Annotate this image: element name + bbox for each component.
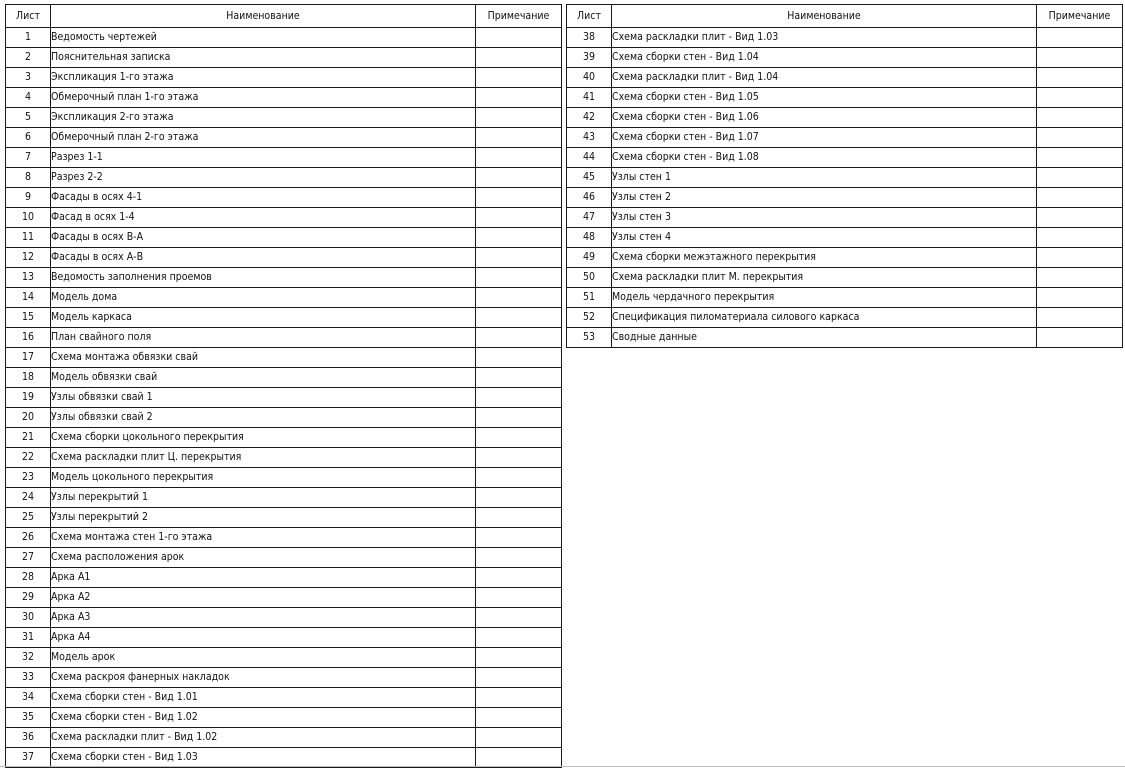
- header-name: Наименование: [612, 5, 1037, 28]
- sheet-note-cell: [1037, 268, 1123, 288]
- table-row: [6, 488, 562, 508]
- sheet-note-cell: [1037, 148, 1123, 168]
- sheet-name-cell: Обмерочный план 2-го этажа: [51, 128, 476, 148]
- table-row: [567, 88, 1123, 108]
- sheet-name-cell: Схема монтажа обвязки свай: [51, 348, 476, 368]
- sheet-note-cell: [476, 48, 562, 68]
- sheet-note-cell: [476, 248, 562, 268]
- sheet-name-cell: Модель цокольного перекрытия: [51, 468, 476, 488]
- sheet-number-cell: 18: [6, 368, 51, 388]
- sheet-number-cell: 25: [6, 508, 51, 528]
- sheet-note-cell: [476, 568, 562, 588]
- table-row: [6, 568, 562, 588]
- table-row: [567, 168, 1123, 188]
- sheet-number-cell: 40: [567, 68, 612, 88]
- table-row: [567, 48, 1123, 68]
- table-row: [567, 188, 1123, 208]
- table-row: [6, 288, 562, 308]
- table-row: [567, 108, 1123, 128]
- sheet-note-cell: [476, 628, 562, 648]
- header-sheet: Лист: [567, 5, 612, 28]
- sheet-name-cell: Обмерочный план 1-го этажа: [51, 88, 476, 108]
- sheet-note-cell: [476, 328, 562, 348]
- table-body-left: [6, 28, 562, 768]
- table-row: [6, 68, 562, 88]
- sheet-note-cell: [476, 608, 562, 628]
- sheet-name-cell: Схема монтажа стен 1-го этажа: [51, 528, 476, 548]
- sheet-name-cell: Модель обвязки свай: [51, 368, 476, 388]
- sheet-note-cell: [476, 368, 562, 388]
- sheet-number-cell: 48: [567, 228, 612, 248]
- sheet-name-cell: Фасад в осях 1-4: [51, 208, 476, 228]
- sheet-note-cell: [1037, 88, 1123, 108]
- table-row: [6, 408, 562, 428]
- table-row: [567, 68, 1123, 88]
- sheet-note-cell: [476, 688, 562, 708]
- sheet-note-cell: [476, 388, 562, 408]
- sheet-number-cell: 7: [6, 148, 51, 168]
- sheet-number-cell: 47: [567, 208, 612, 228]
- sheet-name-cell: Арка А3: [51, 608, 476, 628]
- table-row: [567, 308, 1123, 328]
- sheet-name-cell: Схема сборки стен - Вид 1.03: [51, 748, 476, 768]
- drawing-list-table-right: [566, 4, 1123, 348]
- table-row: [567, 208, 1123, 228]
- table-row: [6, 28, 562, 48]
- sheet-note-cell: [476, 188, 562, 208]
- table-row: [6, 268, 562, 288]
- sheet-note-cell: [476, 668, 562, 688]
- sheet-note-cell: [476, 468, 562, 488]
- sheet-note-cell: [1037, 68, 1123, 88]
- sheet-name-cell: Схема раскладки плит - Вид 1.04: [612, 68, 1037, 88]
- table-row: [6, 228, 562, 248]
- sheet-number-cell: 28: [6, 568, 51, 588]
- sheet-note-cell: [476, 308, 562, 328]
- table-body-right: [567, 28, 1123, 348]
- sheet-name-cell: Узлы перекрытий 2: [51, 508, 476, 528]
- sheet-number-cell: 33: [6, 668, 51, 688]
- sheet-name-cell: Схема сборки стен - Вид 1.07: [612, 128, 1037, 148]
- table-row: [6, 108, 562, 128]
- sheet-name-cell: Узлы стен 3: [612, 208, 1037, 228]
- sheet-note-cell: [476, 108, 562, 128]
- sheet-number-cell: 45: [567, 168, 612, 188]
- sheet-number-cell: 12: [6, 248, 51, 268]
- sheet-name-cell: Схема раскладки плит - Вид 1.03: [612, 28, 1037, 48]
- sheet-number-cell: 21: [6, 428, 51, 448]
- sheet-note-cell: [476, 748, 562, 768]
- sheet-note-cell: [476, 708, 562, 728]
- sheet-number-cell: 50: [567, 268, 612, 288]
- sheet-number-cell: 41: [567, 88, 612, 108]
- sheet-name-cell: Схема раскладки плит М. перекрытия: [612, 268, 1037, 288]
- sheet-note-cell: [476, 408, 562, 428]
- sheet-number-cell: 30: [6, 608, 51, 628]
- sheet-number-cell: 27: [6, 548, 51, 568]
- sheet-number-cell: 53: [567, 328, 612, 348]
- sheet-note-cell: [1037, 328, 1123, 348]
- table-row: [6, 748, 562, 768]
- sheet-note-cell: [1037, 288, 1123, 308]
- sheet-note-cell: [476, 648, 562, 668]
- table-row: [6, 368, 562, 388]
- sheet-number-cell: 16: [6, 328, 51, 348]
- sheet-number-cell: 52: [567, 308, 612, 328]
- sheet-number-cell: 20: [6, 408, 51, 428]
- table-row: [6, 48, 562, 68]
- header-note: Примечание: [1037, 5, 1123, 28]
- table-row: [6, 328, 562, 348]
- sheet-note-cell: [476, 508, 562, 528]
- sheet-name-cell: Схема сборки стен - Вид 1.02: [51, 708, 476, 728]
- sheet-name-cell: Схема сборки стен - Вид 1.05: [612, 88, 1037, 108]
- table-row: [6, 608, 562, 628]
- table-row: [6, 308, 562, 328]
- sheet-note-cell: [1037, 188, 1123, 208]
- sheet-number-cell: 1: [6, 28, 51, 48]
- sheet-name-cell: Ведомость чертежей: [51, 28, 476, 48]
- table-row: [6, 128, 562, 148]
- sheet-note-cell: [476, 228, 562, 248]
- table-row: [6, 88, 562, 108]
- sheet-name-cell: Схема сборки стен - Вид 1.08: [612, 148, 1037, 168]
- table-row: [6, 468, 562, 488]
- table-row: [567, 128, 1123, 148]
- header-name: Наименование: [51, 5, 476, 28]
- sheet-note-cell: [476, 488, 562, 508]
- sheet-number-cell: 43: [567, 128, 612, 148]
- table-row: [6, 548, 562, 568]
- table-row: [6, 728, 562, 748]
- table-row: [6, 188, 562, 208]
- sheet-note-cell: [476, 28, 562, 48]
- sheet-number-cell: 46: [567, 188, 612, 208]
- sheet-name-cell: Схема раскладки плит Ц. перекрытия: [51, 448, 476, 468]
- sheet-note-cell: [476, 128, 562, 148]
- sheet-number-cell: 9: [6, 188, 51, 208]
- sheet-name-cell: Схема раскладки плит - Вид 1.02: [51, 728, 476, 748]
- sheet-note-cell: [476, 348, 562, 368]
- sheet-note-cell: [1037, 128, 1123, 148]
- sheet-name-cell: Модель арок: [51, 648, 476, 668]
- sheet-number-cell: 31: [6, 628, 51, 648]
- sheet-name-cell: Пояснительная записка: [51, 48, 476, 68]
- table-row: [567, 228, 1123, 248]
- sheet-name-cell: Узлы стен 2: [612, 188, 1037, 208]
- table-row: [6, 248, 562, 268]
- table-row: [6, 348, 562, 368]
- sheet-name-cell: Схема расположения арок: [51, 548, 476, 568]
- sheet-number-cell: 14: [6, 288, 51, 308]
- sheet-number-cell: 8: [6, 168, 51, 188]
- table-header-row: [567, 5, 1123, 28]
- sheet-number-cell: 17: [6, 348, 51, 368]
- sheet-note-cell: [476, 728, 562, 748]
- table-row: [6, 708, 562, 728]
- sheet-note-cell: [476, 528, 562, 548]
- sheet-number-cell: 15: [6, 308, 51, 328]
- sheet-number-cell: 36: [6, 728, 51, 748]
- table-row: [6, 208, 562, 228]
- sheet-number-cell: 6: [6, 128, 51, 148]
- sheet-number-cell: 32: [6, 648, 51, 668]
- sheet-note-cell: [1037, 248, 1123, 268]
- sheet-number-cell: 19: [6, 388, 51, 408]
- table-row: [6, 508, 562, 528]
- table-row: [6, 668, 562, 688]
- sheet-name-cell: Спецификация пиломатериала силового каркаса: [612, 308, 1037, 328]
- sheet-number-cell: 51: [567, 288, 612, 308]
- sheet-number-cell: 42: [567, 108, 612, 128]
- sheet-name-cell: Узлы обвязки свай 2: [51, 408, 476, 428]
- table-row: [567, 28, 1123, 48]
- sheet-name-cell: Разрез 1-1: [51, 148, 476, 168]
- sheet-note-cell: [1037, 168, 1123, 188]
- sheet-name-cell: Фасады в осях А-В: [51, 248, 476, 268]
- sheet-name-cell: Модель чердачного перекрытия: [612, 288, 1037, 308]
- sheet-name-cell: Фасады в осях В-А: [51, 228, 476, 248]
- sheet-note-cell: [1037, 48, 1123, 68]
- table-row: [6, 528, 562, 548]
- sheet-number-cell: 10: [6, 208, 51, 228]
- table-row: [6, 168, 562, 188]
- sheet-name-cell: План свайного поля: [51, 328, 476, 348]
- sheet-name-cell: Ведомость заполнения проемов: [51, 268, 476, 288]
- sheet-name-cell: Экспликация 1-го этажа: [51, 68, 476, 88]
- sheet-name-cell: Схема сборки цокольного перекрытия: [51, 428, 476, 448]
- sheet-number-cell: 26: [6, 528, 51, 548]
- sheet-name-cell: Сводные данные: [612, 328, 1037, 348]
- sheet-name-cell: Узлы перекрытий 1: [51, 488, 476, 508]
- table-row: [6, 688, 562, 708]
- sheet-name-cell: Схема сборки стен - Вид 1.06: [612, 108, 1037, 128]
- sheet-name-cell: Модель каркаса: [51, 308, 476, 328]
- sheet-number-cell: 2: [6, 48, 51, 68]
- drawing-list-table-left: [5, 4, 562, 768]
- sheet-number-cell: 3: [6, 68, 51, 88]
- table-row: [6, 448, 562, 468]
- sheet-name-cell: Схема сборки стен - Вид 1.04: [612, 48, 1037, 68]
- sheet-name-cell: Фасады в осях 4-1: [51, 188, 476, 208]
- sheet-number-cell: 11: [6, 228, 51, 248]
- sheet-number-cell: 38: [567, 28, 612, 48]
- sheet-note-cell: [476, 168, 562, 188]
- sheet-number-cell: 44: [567, 148, 612, 168]
- sheet-number-cell: 5: [6, 108, 51, 128]
- sheet-number-cell: 35: [6, 708, 51, 728]
- table-header-row: [6, 5, 562, 28]
- sheet-note-cell: [476, 588, 562, 608]
- sheet-name-cell: Арка А2: [51, 588, 476, 608]
- sheet-note-cell: [1037, 108, 1123, 128]
- sheet-note-cell: [476, 448, 562, 468]
- table-row: [6, 148, 562, 168]
- table-row: [6, 388, 562, 408]
- sheet-name-cell: Узлы стен 1: [612, 168, 1037, 188]
- table-row: [567, 148, 1123, 168]
- sheet-number-cell: 24: [6, 488, 51, 508]
- sheet-note-cell: [1037, 228, 1123, 248]
- sheet-number-cell: 22: [6, 448, 51, 468]
- sheet-note-cell: [476, 288, 562, 308]
- header-sheet: Лист: [6, 5, 51, 28]
- sheet-number-cell: 29: [6, 588, 51, 608]
- table-row: [567, 328, 1123, 348]
- page-bottom-divider: [0, 766, 1125, 767]
- sheet-name-cell: Узлы стен 4: [612, 228, 1037, 248]
- sheet-name-cell: Узлы обвязки свай 1: [51, 388, 476, 408]
- sheet-number-cell: 23: [6, 468, 51, 488]
- sheet-number-cell: 49: [567, 248, 612, 268]
- table-row: [567, 268, 1123, 288]
- table-row: [567, 248, 1123, 268]
- sheet-note-cell: [476, 208, 562, 228]
- sheet-name-cell: Схема сборки межэтажного перекрытия: [612, 248, 1037, 268]
- table-row: [6, 628, 562, 648]
- table-row: [6, 588, 562, 608]
- sheet-name-cell: Экспликация 2-го этажа: [51, 108, 476, 128]
- sheet-name-cell: Схема сборки стен - Вид 1.01: [51, 688, 476, 708]
- sheet-note-cell: [476, 88, 562, 108]
- sheet-note-cell: [476, 68, 562, 88]
- sheet-note-cell: [1037, 28, 1123, 48]
- sheet-note-cell: [476, 548, 562, 568]
- table-row: [6, 648, 562, 668]
- sheet-number-cell: 34: [6, 688, 51, 708]
- table-row: [6, 428, 562, 448]
- sheet-number-cell: 39: [567, 48, 612, 68]
- header-note: Примечание: [476, 5, 562, 28]
- sheet-name-cell: Схема раскроя фанерных накладок: [51, 668, 476, 688]
- sheet-number-cell: 4: [6, 88, 51, 108]
- sheet-name-cell: Арка А4: [51, 628, 476, 648]
- sheet-number-cell: 13: [6, 268, 51, 288]
- table-row: [567, 288, 1123, 308]
- sheet-name-cell: Разрез 2-2: [51, 168, 476, 188]
- sheet-note-cell: [1037, 308, 1123, 328]
- sheet-note-cell: [476, 428, 562, 448]
- sheet-name-cell: Арка А1: [51, 568, 476, 588]
- sheet-note-cell: [1037, 208, 1123, 228]
- sheet-note-cell: [476, 148, 562, 168]
- sheet-number-cell: 37: [6, 748, 51, 768]
- sheet-note-cell: [476, 268, 562, 288]
- sheet-name-cell: Модель дома: [51, 288, 476, 308]
